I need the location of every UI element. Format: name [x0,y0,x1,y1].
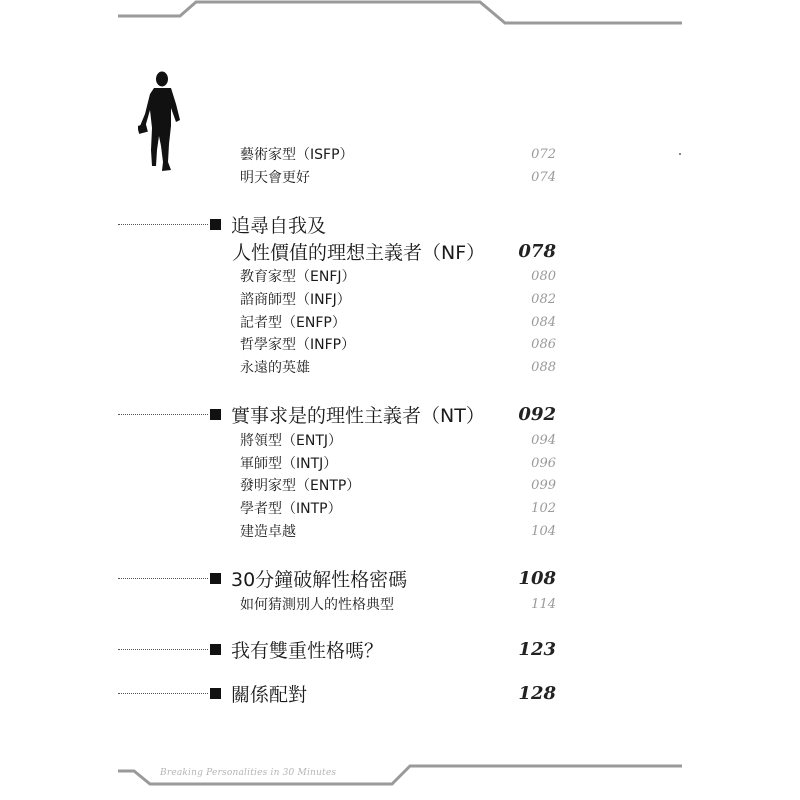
square-bullet-icon [210,644,221,655]
toc-item[interactable] [240,288,556,310]
toc-item[interactable] [240,166,556,188]
toc-item-title: 如何猜測別人的性格典型 [240,597,394,613]
toc-item[interactable] [240,520,556,542]
toc-item[interactable] [240,593,556,615]
toc-section-page: 123 [518,638,556,660]
toc-section-title: 追尋自我及 [231,214,327,237]
leader-dots [118,578,208,579]
toc-item-page: 086 [531,336,556,352]
footer-text: Breaking Personalities in 30 Minutes [160,768,337,778]
toc-item-title: 記者型（ENFP） [240,315,346,331]
toc-section-page: 108 [518,567,556,589]
toc-item-title: 軍師型（INTJ） [240,456,338,472]
toc-item[interactable] [240,497,556,519]
toc-item-title: 將領型（ENTJ） [240,433,342,449]
toc-item-page: 080 [531,268,556,284]
toc-item-page: 088 [531,359,556,375]
toc-section-title: 實事求是的理性主義者（NT） [231,404,485,427]
toc-item-title: 學者型（INTP） [240,501,342,517]
toc-section-heading-continued[interactable] [232,237,556,265]
toc-item-title: 哲學家型（INFP） [240,337,356,353]
toc-item[interactable] [240,311,556,333]
toc-item-page: 084 [531,314,556,330]
toc-item-title: 諮商師型（INFJ） [240,292,351,308]
toc-item-title: 建造卓越 [240,524,296,540]
toc-item-title: 發明家型（ENTP） [240,478,361,494]
toc-section-title: 30分鐘破解性格密碼 [231,568,408,591]
toc-item-page: 094 [531,432,556,448]
toc-item-page: 074 [531,169,556,185]
toc-item[interactable] [240,452,556,474]
toc-item[interactable] [240,333,556,355]
toc-section-heading[interactable] [118,635,556,663]
leader-dots [118,224,208,225]
square-bullet-icon [210,409,221,420]
toc-section-heading[interactable] [118,679,556,707]
toc-section-title: 我有雙重性格嗎？ [231,639,384,662]
toc-item-page: 072 [531,146,556,162]
square-bullet-icon [210,573,221,584]
toc-section-heading[interactable] [118,400,556,428]
toc-section-heading[interactable] [118,564,556,592]
toc-item-title: 教育家型（ENFJ） [240,269,356,285]
leader-dots [118,649,208,650]
toc-item-page: 082 [531,291,556,307]
toc-item-title: 藝術家型（ISFP） [240,147,354,163]
toc-item-page: 096 [531,455,556,471]
toc-item[interactable] [240,474,556,496]
toc-item[interactable] [240,356,556,378]
toc-item-page: 104 [531,523,556,539]
toc-item[interactable] [240,143,556,165]
toc-section-page: 092 [518,403,556,425]
toc-item-title: 永遠的英雄 [240,360,310,376]
toc-section-heading[interactable] [118,210,556,238]
toc-section-title: 人性價值的理想主義者（NF） [232,241,486,264]
toc-section-page: 128 [518,682,556,704]
leader-dots [118,693,208,694]
toc-item[interactable] [240,265,556,287]
square-bullet-icon [210,688,221,699]
square-bullet-icon [210,219,221,230]
toc-item-page: 102 [531,500,556,516]
toc-item-title: 明天會更好 [240,170,310,186]
leader-dots [118,414,208,415]
toc-item[interactable] [240,429,556,451]
toc-item-page: 114 [531,596,556,612]
toc-section-title: 關係配對 [231,683,308,706]
toc-item-page: 099 [531,477,556,493]
toc-section-page: 078 [518,240,556,262]
